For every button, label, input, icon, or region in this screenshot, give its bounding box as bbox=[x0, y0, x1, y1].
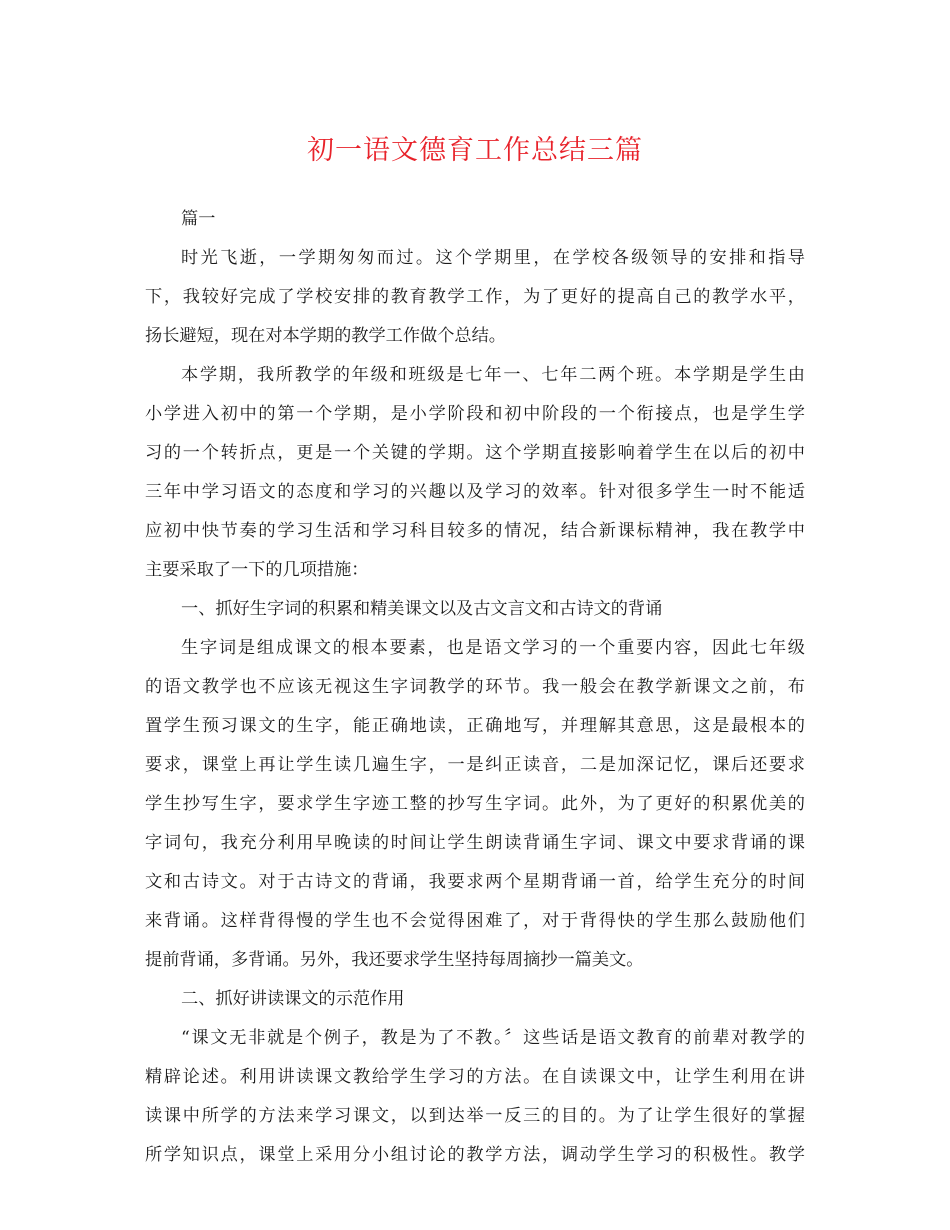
paragraph-line: 字词句，我充分利用早晚读的时间让学生朗读背诵生字词、课文中要求背诵的课 bbox=[145, 833, 805, 853]
paragraph-line: 的语文教学也不应该无视这生字词教学的环节。我一般会在教学新课文之前，布 bbox=[145, 677, 805, 697]
paragraph-line: 文和古诗文。对于古诗文的背诵，我要求两个星期背诵一首，给学生充分的时间 bbox=[145, 872, 805, 892]
paragraph-line: 精辟论述。利用讲读课文教给学生学习的方法。在自读课文中，让学生利用在讲 bbox=[145, 1067, 805, 1087]
paragraph-line: 三年中学习语文的态度和学习的兴趣以及学习的效率。针对很多学生一时不能适 bbox=[145, 482, 805, 502]
paragraph-line: 小学进入初中的第一个学期，是小学阶段和初中阶段的一个衔接点，也是学生学 bbox=[145, 404, 805, 424]
paragraph-line: 应初中快节奏的学习生活和学习科目较多的情况，结合新课标精神，我在教学中 bbox=[145, 521, 805, 541]
paragraph-line: 要求，课堂上再让学生读几遍生字，一是纠正读音，二是加深记忆，课后还要求 bbox=[145, 755, 805, 775]
document-body bbox=[145, 200, 805, 1175]
document-title: 初一语文德育工作总结三篇 bbox=[307, 135, 643, 166]
paragraph-line: 生字词是组成课文的根本要素，也是语文学习的一个重要内容，因此七年级 bbox=[181, 638, 805, 658]
subheading-line: 二、抓好讲读课文的示范作用 bbox=[181, 989, 405, 1009]
paragraph-line: 学生抄写生字，要求学生字迹工整的抄写生字词。此外，为了更好的积累优美的 bbox=[145, 794, 805, 814]
paragraph-line: 所学知识点，课堂上采用分小组讨论的教学方法，调动学生学习的积极性。教学 bbox=[145, 1145, 805, 1165]
paragraph-line: 下，我较好完成了学校安排的教育教学工作，为了更好的提高自己的教学水平， bbox=[145, 287, 805, 307]
paragraph-line: 扬长避短，现在对本学期的教学工作做个总结。 bbox=[145, 326, 506, 346]
paragraph-line: 来背诵。这样背得慢的学生也不会觉得困难了，对于背得快的学生那么鼓励他们 bbox=[145, 911, 805, 931]
paragraph-line: 提前背诵，多背诵。另外，我还要求学生坚持每周摘抄一篇美文。 bbox=[145, 950, 644, 970]
paragraph-line: “课文无非就是个例子，教是为了不教。〞这些话是语文教育的前辈对教学的 bbox=[181, 1028, 805, 1048]
paragraph-line: 主要采取了一下的几项措施： bbox=[145, 560, 369, 580]
paragraph-line: 置学生预习课文的生字，能正确地读，正确地写，并理解其意思，这是最根本的 bbox=[145, 716, 805, 736]
paragraph-line: 读课中所学的方法来学习课文，以到达举一反三的目的。为了让学生很好的掌握 bbox=[145, 1106, 805, 1126]
paragraph-line: 本学期，我所教学的年级和班级是七年一、七年二两个班。本学期是学生由 bbox=[181, 365, 805, 385]
paragraph-line: 习的一个转折点，更是一个关键的学期。这个学期直接影响着学生在以后的初中 bbox=[145, 443, 805, 463]
paragraph-line: 时光飞逝，一学期匆匆而过。这个学期里，在学校各级领导的安排和指导 bbox=[181, 248, 805, 268]
section-heading-1: 篇一 bbox=[181, 209, 216, 229]
subheading-line: 一、抓好生字词的积累和精美课文以及古文言文和古诗文的背诵 bbox=[181, 599, 663, 619]
